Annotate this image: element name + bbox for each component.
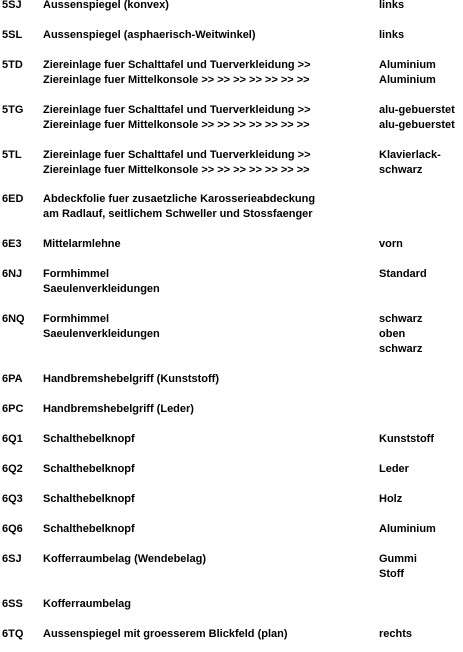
option-description (43, 58, 373, 88)
description-line: Ziereinlage fuer Mittelkonsole >> >> >> >> >> >> >> (43, 119, 310, 131)
description-line: Aussenspiegel (konvex) (43, 0, 169, 11)
option-description (43, 148, 373, 178)
option-code: 6E3 (2, 238, 22, 250)
option-description (43, 522, 373, 537)
description-line: Handbremshebelgriff (Leder) (43, 403, 194, 415)
description-line: Ziereinlage fuer Mittelkonsole >> >> >> >> >> >> >> (43, 74, 310, 86)
value-line: Kunststoff (379, 433, 434, 445)
option-description (43, 103, 373, 133)
option-description (43, 312, 373, 342)
option-code: 5TL (2, 149, 22, 161)
description-line: Mittelarmlehne (43, 238, 121, 250)
description-line: Saeulenverkleidungen (43, 328, 160, 340)
value-line: Leder (379, 463, 409, 475)
description-line: Kofferraumbelag (Wendebelag) (43, 553, 206, 565)
option-code: 6ED (2, 193, 24, 205)
value-line: schwarz (379, 343, 423, 355)
description-line: Formhimmel (43, 268, 110, 280)
option-code: 5SJ (2, 0, 22, 11)
option-value (379, 312, 463, 357)
description-line: Formhimmel (43, 313, 110, 325)
description-line: Schalthebelknopf (43, 433, 135, 445)
value-line: Stoff (379, 568, 405, 580)
value-line: Holz (379, 493, 403, 505)
value-line: oben (379, 328, 406, 340)
option-code: 5TG (2, 104, 24, 116)
description-line: Ziereinlage fuer Schalttafel und Tuerverkleidung >> (43, 149, 311, 161)
option-code: 6SJ (2, 553, 22, 565)
description-line: Aussenspiegel mit groesserem Blickfeld (plan) (43, 628, 288, 640)
option-value (379, 522, 463, 537)
option-description (43, 552, 373, 567)
option-description (43, 372, 373, 387)
option-code: 6Q3 (2, 493, 23, 505)
value-line: alu-gebuerstet (379, 119, 455, 131)
option-code: 6PC (2, 403, 24, 415)
value-line: schwarz (379, 164, 423, 176)
description-line: Schalthebelknopf (43, 523, 135, 535)
option-value (379, 0, 463, 13)
option-description (43, 402, 373, 417)
value-line: schwarz (379, 313, 423, 325)
option-code: 5TD (2, 59, 23, 71)
option-value (379, 28, 463, 43)
description-line: Schalthebelknopf (43, 493, 135, 505)
option-code: 6Q1 (2, 433, 23, 445)
option-description (43, 627, 373, 642)
option-code: 6SS (2, 598, 23, 610)
option-description (43, 28, 373, 43)
value-line: rechts (379, 628, 413, 640)
option-description (43, 597, 373, 612)
description-line: Ziereinlage fuer Mittelkonsole >> >> >> >> >> >> >> (43, 164, 310, 176)
value-line: Aluminium (379, 74, 436, 86)
option-description (43, 492, 373, 507)
value-line: links (379, 29, 405, 41)
option-code: 6NQ (2, 313, 25, 325)
value-line: links (379, 0, 405, 11)
option-description (43, 462, 373, 477)
option-code: 5SL (2, 29, 23, 41)
option-description (43, 237, 373, 252)
option-value (379, 627, 463, 642)
value-line: Gummi (379, 553, 417, 565)
value-line: Aluminium (379, 59, 436, 71)
description-line: Handbremshebelgriff (Kunststoff) (43, 373, 219, 385)
description-line: Ziereinlage fuer Schalttafel und Tuerverkleidung >> (43, 59, 311, 71)
option-description (43, 192, 373, 222)
option-code: 6NJ (2, 268, 23, 280)
option-value (379, 462, 463, 477)
option-description (43, 0, 373, 13)
description-line: Abdeckfolie fuer zusaetzliche Karosserieabdeckung (43, 193, 316, 205)
description-line: Aussenspiegel (asphaerisch-Weitwinkel) (43, 29, 256, 41)
value-line: vorn (379, 238, 403, 250)
option-value (379, 267, 463, 282)
value-line: alu-gebuerstet (379, 104, 455, 116)
option-value (379, 432, 463, 447)
option-code: 6Q6 (2, 523, 23, 535)
value-line: Standard (379, 268, 427, 280)
option-description (43, 267, 373, 297)
description-line: Schalthebelknopf (43, 463, 135, 475)
option-code: 6PA (2, 373, 23, 385)
option-code: 6TQ (2, 628, 24, 640)
option-description (43, 432, 373, 447)
option-value (379, 237, 463, 252)
description-line: Ziereinlage fuer Schalttafel und Tuerverkleidung >> (43, 104, 311, 116)
description-line: am Radlauf, seitlichem Schweller und Stossfaenger (43, 208, 313, 220)
option-value (379, 552, 463, 582)
value-line: Aluminium (379, 523, 436, 535)
description-line: Kofferraumbelag (43, 598, 132, 610)
option-value (379, 58, 463, 88)
description-line: Saeulenverkleidungen (43, 283, 160, 295)
option-code: 6Q2 (2, 463, 23, 475)
option-value (379, 492, 463, 507)
option-value (379, 103, 463, 133)
option-value (379, 148, 463, 178)
value-line: Klavierlack- (379, 149, 441, 161)
